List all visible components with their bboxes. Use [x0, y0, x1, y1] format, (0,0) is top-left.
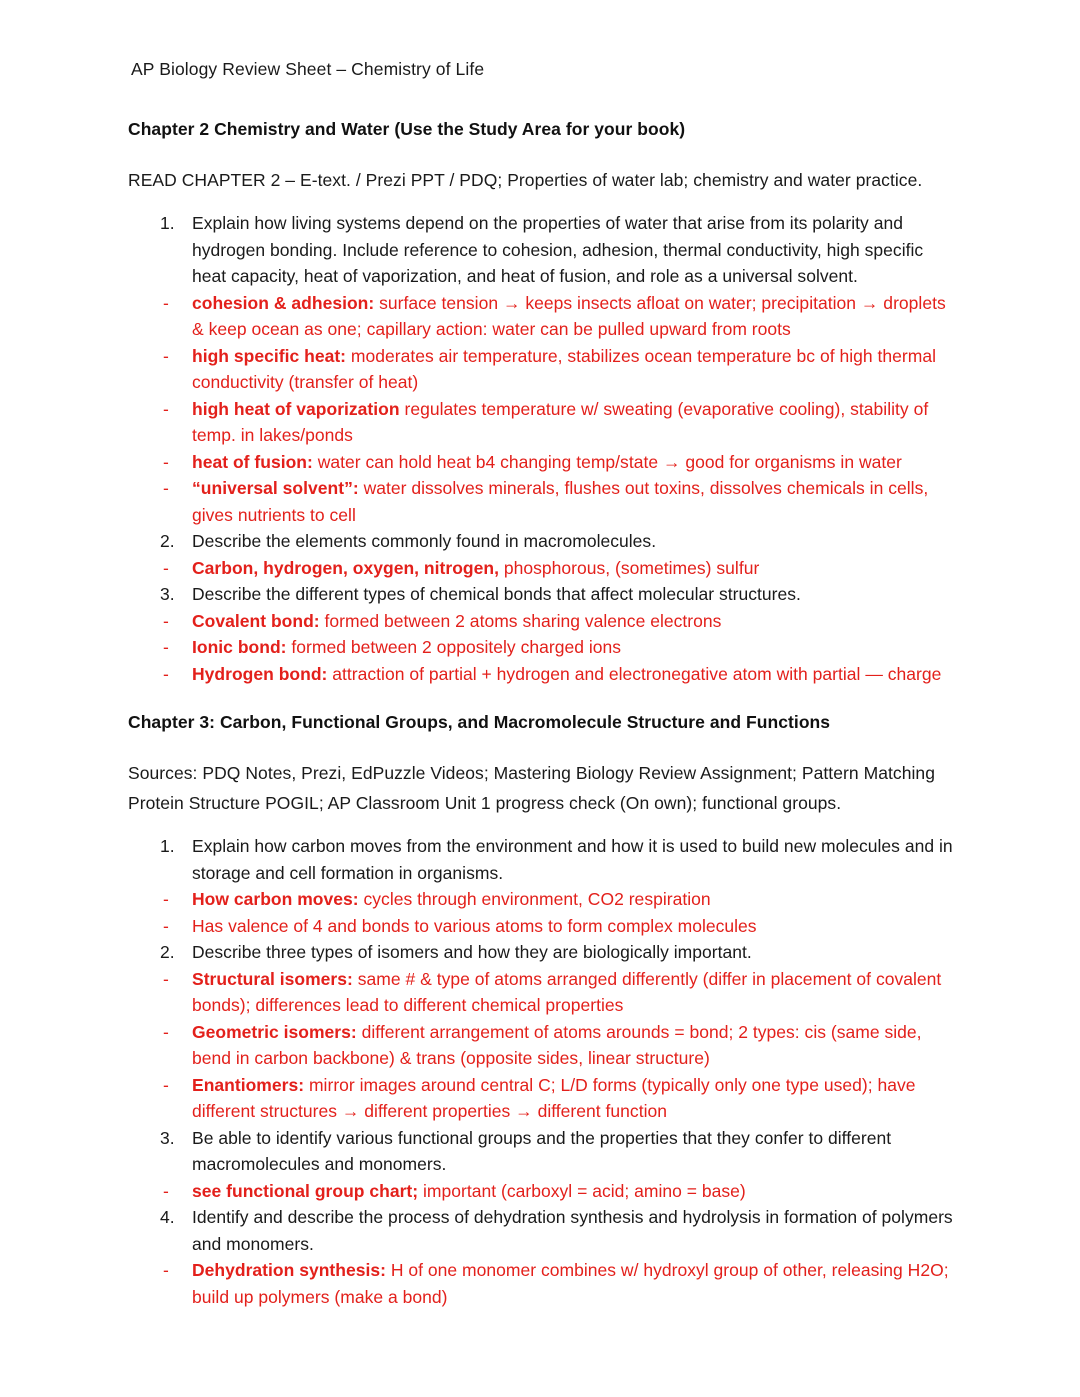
- annotation-detail: phosphorous, (sometimes) sulfur: [498, 557, 760, 578]
- section-heading: Chapter 2 Chemistry and Water (Use the Study Area for your book): [128, 119, 686, 139]
- objective-list-chapter-3: [160, 833, 960, 1310]
- list-number-marker: 3.: [160, 584, 175, 604]
- list-item-text: [192, 634, 960, 661]
- list-item-text: [192, 343, 960, 396]
- annotation-detail: Has valence of 4 and bonds to various atoms to form complex molecules: [192, 915, 757, 936]
- annotation-item: [160, 1072, 960, 1125]
- list-item-text: Describe three types of isomers and how they are biologically important.: [192, 942, 752, 962]
- spacer: [128, 687, 960, 710]
- list-item-text: Explain how carbon moves from the environment and how it is used to build new molecules and in storage and cell formation in organisms.: [192, 836, 953, 883]
- list-item-text: [192, 1257, 960, 1310]
- list-item-text: Explain how living systems depend on the properties of water that arise from its polarity and hydrogen bonding. Include reference to cohesion, adhesion, thermal conductivity, high specific heat capacity, heat of vaporization, and heat of fusion, and role as a universal solvent.: [192, 213, 924, 286]
- list-item-text: [192, 290, 960, 343]
- annotation-detail: surface tension → keeps insects afloat on water; precipitation → droplets & keep ocean as one; capillary action: water can be pulled upward from roots: [192, 292, 946, 339]
- list-dash-marker: -: [163, 1180, 169, 1201]
- list-dash-marker: -: [163, 398, 169, 419]
- annotation-term: Covalent bond:: [192, 610, 320, 631]
- annotation-term: Enantiomers:: [192, 1074, 305, 1095]
- list-item-text: [192, 608, 960, 635]
- annotation-item: [160, 661, 960, 688]
- list-dash-marker: -: [163, 557, 169, 578]
- list-dash-marker: -: [163, 663, 169, 684]
- list-dash-marker: -: [163, 1074, 169, 1095]
- annotation-detail: attraction of partial + hydrogen and electronegative atom with partial — charge: [327, 663, 942, 684]
- annotation-item: [160, 555, 960, 582]
- list-item-text: Identify and describe the process of dehydration synthesis and hydrolysis in formation of polymers and monomers.: [192, 1207, 953, 1254]
- annotation-item: [160, 1257, 960, 1310]
- list-dash-marker: -: [163, 1021, 169, 1042]
- list-dash-marker: -: [163, 889, 169, 909]
- annotation-detail: regulates temperature w/ sweating (evaporative cooling), stability of temp. in lakes/ponds: [192, 398, 929, 445]
- objective-item: [160, 210, 960, 290]
- annotation-term: How carbon moves:: [192, 889, 359, 909]
- list-item-text: [192, 661, 960, 688]
- list-item-text: [192, 449, 960, 476]
- list-item-text: [192, 1178, 960, 1205]
- annotation-detail: formed between 2 atoms sharing valence electrons: [319, 610, 722, 631]
- annotation-detail: H of one monomer combines w/ hydroxyl group of other, releasing H2O; build up polymers (make a bond): [192, 1260, 949, 1307]
- list-number-marker: 2.: [160, 942, 175, 962]
- list-item-text: [192, 886, 960, 913]
- list-number-marker: 2.: [160, 531, 175, 551]
- list-item-text: [192, 475, 960, 528]
- annotation-item: [160, 449, 960, 476]
- spacer: [128, 735, 960, 758]
- annotation-item: [160, 966, 960, 1019]
- section-source-line: Sources: PDQ Notes, Prezi, EdPuzzle Videos; Mastering Biology Review Assignment; Pattern Matching Protein Structure POGIL; AP Classroom Unit 1 progress check (On own); functional groups.: [128, 763, 935, 813]
- objective-list-chapter-2: [160, 210, 960, 687]
- section-heading: Chapter 3: Carbon, Functional Groups, and Macromolecule Structure and Functions: [128, 712, 831, 732]
- annotation-detail: moderates air temperature, stabilizes ocean temperature bc of high thermal conductivity (transfer of heat): [192, 345, 937, 392]
- list-number-marker: 4.: [160, 1207, 175, 1227]
- annotation-item: [160, 290, 960, 343]
- list-item-text: Describe the different types of chemical bonds that affect molecular structures.: [192, 584, 801, 604]
- annotation-term: Hydrogen bond:: [192, 663, 328, 684]
- list-dash-marker: -: [163, 1260, 169, 1280]
- list-item-text: [192, 396, 960, 449]
- list-dash-marker: -: [163, 451, 169, 472]
- list-dash-marker: -: [163, 610, 169, 631]
- annotation-item: [160, 634, 960, 661]
- annotation-term: Carbon, hydrogen, oxygen, nitrogen,: [192, 557, 499, 578]
- list-item-text: Be able to identify various functional groups and the properties that they confer to different macromolecules and monomers.: [192, 1127, 892, 1174]
- annotation-detail: different arrangement of atoms arounds = bond; 2 types: cis (same side, bend in carbon backbone) & trans (opposite sides, linear structure): [192, 1021, 922, 1068]
- annotation-detail: cycles through environment, CO2 respiration: [358, 889, 711, 909]
- list-dash-marker: -: [163, 478, 169, 498]
- annotation-item: [160, 913, 960, 940]
- list-dash-marker: -: [163, 968, 169, 989]
- annotation-term: Dehydration synthesis:: [192, 1260, 386, 1280]
- annotation-term: Structural isomers:: [192, 968, 353, 989]
- annotation-term: “universal solvent”:: [192, 478, 359, 498]
- annotation-term: Ionic bond:: [192, 637, 287, 657]
- annotation-term: heat of fusion:: [192, 451, 313, 472]
- annotation-item: [160, 608, 960, 635]
- page-title: AP Biology Review Sheet – Chemistry of Life: [131, 59, 485, 79]
- objective-item: [160, 528, 960, 555]
- list-number-marker: 1.: [160, 836, 175, 856]
- list-number-marker: 3.: [160, 1127, 175, 1148]
- annotation-term: see functional group chart;: [192, 1180, 419, 1201]
- annotation-detail: formed between 2 oppositely charged ions: [286, 637, 622, 657]
- annotation-detail: important (carboxyl = acid; amino = base): [418, 1180, 746, 1201]
- annotation-detail: water dissolves minerals, flushes out toxins, dissolves chemicals in cells, gives nutrients to cell: [192, 478, 929, 525]
- list-item-text: [192, 1019, 960, 1072]
- annotation-term: high specific heat:: [192, 345, 347, 366]
- annotation-item: [160, 396, 960, 449]
- objective-item: [160, 581, 960, 608]
- list-dash-marker: -: [163, 345, 169, 366]
- annotation-item: [160, 475, 960, 528]
- annotation-detail: mirror images around central C; L/D forms (typically only one type used); have different structures → different properties → different function: [192, 1074, 916, 1121]
- spacer: [128, 818, 960, 833]
- list-dash-marker: -: [163, 637, 169, 657]
- objective-item: [160, 833, 960, 886]
- annotation-term: cohesion & adhesion:: [192, 292, 375, 313]
- annotation-term: Geometric isomers:: [192, 1021, 357, 1042]
- spacer: [128, 195, 960, 210]
- annotation-detail: water can hold heat b4 changing temp/state → good for organisms in water: [312, 451, 902, 472]
- list-item-text: [192, 966, 960, 1019]
- objective-item: [160, 939, 960, 966]
- list-dash-marker: -: [163, 292, 169, 313]
- section-source-line: READ CHAPTER 2 – E-text. / Prezi PPT / PDQ; Properties of water lab; chemistry and water practice.: [128, 170, 923, 190]
- list-item-text: Describe the elements commonly found in macromolecules.: [192, 531, 657, 551]
- spacer: [128, 142, 960, 165]
- objective-item: [160, 1125, 960, 1178]
- list-dash-marker: -: [163, 915, 169, 936]
- spacer: [128, 82, 960, 117]
- annotation-item: [160, 886, 960, 913]
- list-item-text: [192, 555, 960, 582]
- section-chapter-2: [128, 117, 960, 687]
- annotation-term: high heat of vaporization: [192, 398, 400, 419]
- section-chapter-3: [128, 710, 960, 1310]
- annotation-item: [160, 1019, 960, 1072]
- annotation-item: [160, 1178, 960, 1205]
- objective-item: [160, 1204, 960, 1257]
- list-number-marker: 1.: [160, 213, 175, 233]
- annotation-detail: same # & type of atoms arranged differently (differ in placement of covalent bonds); differences lead to different chemical properties: [192, 968, 942, 1015]
- annotation-item: [160, 343, 960, 396]
- list-item-text: [192, 913, 960, 940]
- list-item-text: [192, 1072, 960, 1125]
